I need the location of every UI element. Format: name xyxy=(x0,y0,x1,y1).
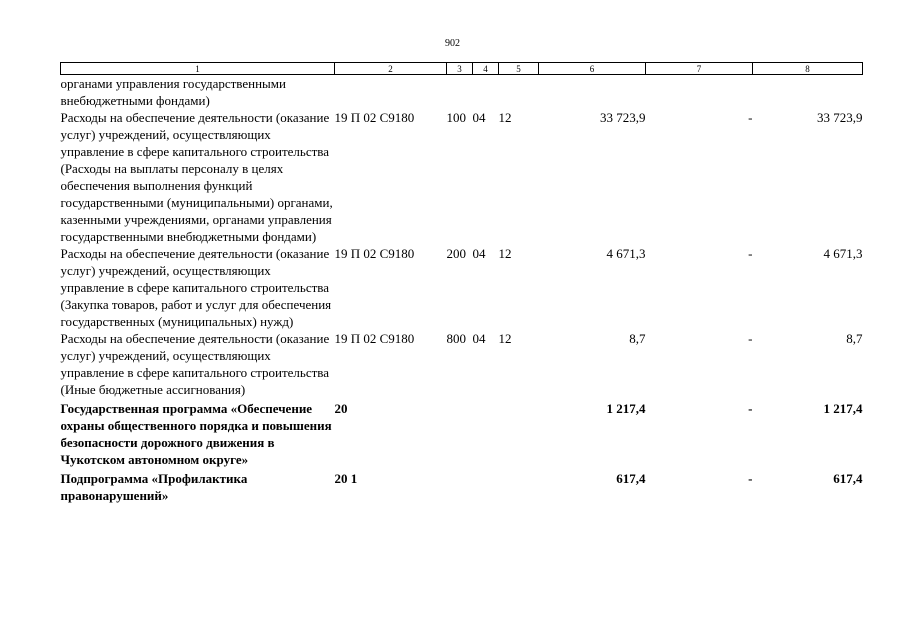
table-row-program xyxy=(61,398,863,468)
row-change: - xyxy=(748,331,753,346)
row-amount: 4 671,3 xyxy=(606,246,646,261)
column-header: 2 xyxy=(335,63,447,75)
table-row-subprogram xyxy=(61,468,863,504)
row-change: - xyxy=(748,471,753,486)
table-row xyxy=(61,245,863,330)
row-amount: 1 217,4 xyxy=(606,401,646,416)
column-header: 8 xyxy=(753,63,863,75)
row-total: 1 217,4 xyxy=(823,401,863,416)
table-row xyxy=(61,75,863,110)
row-total: 8,7 xyxy=(846,331,863,346)
column-header: 1 xyxy=(61,63,335,75)
row-expense-type: 800 xyxy=(446,331,466,346)
row-subsection xyxy=(499,398,539,468)
row-name: Расходы на обеспечение деятельности (оказание услуг) учреждений, осуществляющих управление в сфере капитального строительства (Расходы на выплаты персоналу в целях обеспечения выполнения функций государственными (муниципальными) органами, казенными учреждениями, органами управления государственными внебюджетными фондами) xyxy=(60,110,333,244)
row-expense-type: 200 xyxy=(446,246,466,261)
row-section xyxy=(473,468,499,504)
row-code: 20 1 xyxy=(334,471,358,486)
column-header: 5 xyxy=(499,63,539,75)
budget-table xyxy=(60,62,863,504)
row-total: 33 723,9 xyxy=(817,110,863,125)
row-expense-type xyxy=(447,75,473,110)
table-row xyxy=(61,109,863,245)
row-amount: 33 723,9 xyxy=(600,110,646,125)
row-subsection: 12 xyxy=(498,110,512,125)
row-amount: 617,4 xyxy=(616,471,646,486)
row-name: Государственная программа «Обеспечение охраны общественного порядка и повышения безопасности дорожного движения в Чукотском автономном округе» xyxy=(60,401,332,467)
column-header: 6 xyxy=(539,63,646,75)
row-expense-type xyxy=(447,468,473,504)
row-name: Расходы на обеспечение деятельности (оказание услуг) учреждений, осуществляющих управление в сфере капитального строительства (Закупка товаров, работ и услуг для обеспечения государственных (муниципальных) нужд) xyxy=(60,246,332,329)
row-subsection xyxy=(499,75,539,110)
row-code xyxy=(335,75,447,110)
row-code: 19 П 02 С9180 xyxy=(334,110,415,125)
row-expense-type: 100 xyxy=(446,110,466,125)
row-amount: 8,7 xyxy=(629,331,646,346)
row-section: 04 xyxy=(472,246,486,261)
row-total xyxy=(753,75,863,110)
row-section xyxy=(473,75,499,110)
row-total: 617,4 xyxy=(833,471,863,486)
row-change: - xyxy=(748,110,753,125)
row-section: 04 xyxy=(472,110,486,125)
page-number: 902 xyxy=(445,38,460,49)
row-expense-type xyxy=(447,398,473,468)
row-name: Расходы на обеспечение деятельности (оказание услуг) учреждений, осуществляющих управление в сфере капитального строительства (Иные бюджетные ассигнования) xyxy=(60,331,330,397)
row-code: 19 П 02 С9180 xyxy=(334,246,415,261)
row-change: - xyxy=(748,401,753,416)
row-code: 20 xyxy=(334,401,348,416)
column-header: 7 xyxy=(646,63,753,75)
row-total: 4 671,3 xyxy=(823,246,863,261)
row-subsection: 12 xyxy=(498,246,512,261)
row-section: 04 xyxy=(472,331,486,346)
column-header: 3 xyxy=(447,63,473,75)
row-subsection: 12 xyxy=(498,331,512,346)
column-number-row xyxy=(61,63,863,75)
row-code: 19 П 02 С9180 xyxy=(334,331,415,346)
row-section xyxy=(473,398,499,468)
row-name: Подпрограмма «Профилактика правонарушений» xyxy=(60,471,248,503)
row-change xyxy=(646,75,753,110)
column-header: 4 xyxy=(473,63,499,75)
row-name: органами управления государственными внебюджетными фондами) xyxy=(60,76,286,108)
row-change: - xyxy=(748,246,753,261)
row-amount xyxy=(539,75,646,110)
table-row xyxy=(61,330,863,398)
row-subsection xyxy=(499,468,539,504)
